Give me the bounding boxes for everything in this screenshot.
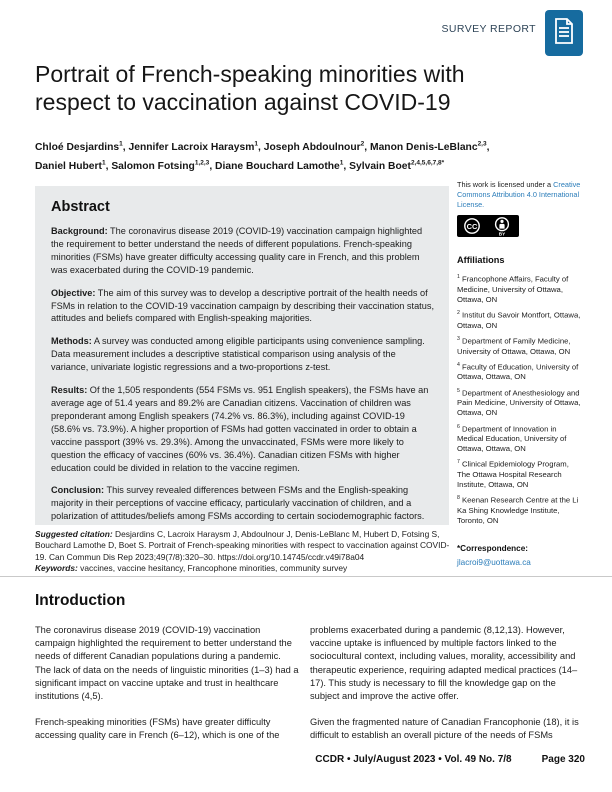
affiliation-item: $^2$ Institut du Savoir Montfort, Ottawa, Ottawa, ON [457,310,581,330]
intro-paragraph: The coronavirus disease 2019 (COVID-19) vaccination campaign highlighted the requirement to better understand the needs of different Canadian populations during a pandemic. The lack of data on the needs of linguistic minorities (1–3) had a significant impact on vaccine uptake and trust in healthcare institutions (4,5). [35,625,299,702]
affiliation-item: $^7$ Clinical Epidemiology Program, The Ottawa Hospital Research Institute, Ottawa, ON [457,459,569,489]
sidebar [457,180,583,567]
page-title [35,60,555,116]
correspondence-block [457,538,583,567]
page-title-line1: Portrait of French-speaking minorities with [35,61,465,87]
cc-by-badge[interactable] [457,215,519,242]
author: Jennifer Lacroix Haraysm$^1$, [128,141,264,154]
abstract-heading: Abstract [51,199,110,215]
author: Joseph Abdoulnour$^2$, [263,141,370,154]
document-icon [554,18,574,49]
suggested-citation: Suggested citation: Desjardins C, Lacroix Haraysm J, Abdoulnour J, Denis-LeBlanc M, Hubert D, Fotsing S, Bouchard Lamothe D, Boet S. Portrait of French-speaking minorities with respect to vaccination against COVID-19. Can Commun Dis Rep 2023;49(7/8):320–30. https://doi.org/10.14745/ccdr.v49i78a04 [35,529,450,562]
intro-paragraph: French-speaking minorities (FSMs) have greater difficulty accessing quality care in French (6–12), which is one of the [35,717,280,741]
affiliations-heading: Affiliations [457,255,505,266]
author-line-1 [35,137,580,155]
citation-block [35,529,459,574]
cc-icon: CC [466,222,478,232]
page-title-line2: respect to vaccination against COVID-19 [35,89,451,115]
by-person-icon [500,220,503,223]
affiliation-item: $^5$ Department of Anesthesiology and Pain Medicine, University of Ottawa, Ottawa, ON [457,387,581,418]
section-divider [0,576,612,577]
license-statement: This work is licensed under a Creative Commons Attribution 4.0 International License. [457,180,581,209]
correspondence-label: *Correspondence: [457,544,528,554]
intro-column-right [310,624,580,756]
abstract-methods: Methods: A survey was conducted among eligible participants using convenience sampling. Data measurement includes a descriptive statistical comparison using analysis of the variance, univariate logistic regressions and a two-proportions z-test. [51,336,425,373]
abstract-objective: Objective: The aim of this survey was to develop a descriptive portrait of the health needs of FSMs in relation to the COVID-19 vaccination campaign by describing their vaccination status, attitudes and beliefs compared with English-speaking majorities. [51,287,434,324]
affiliation-item: $^4$ Faculty of Education, University of Ottawa, Ottawa, ON [457,361,579,382]
abstract-results: Results: Of the 1,505 respondents (554 FSMs vs. 951 English speakers), the FSMs have an average age of 51.4 years and 89.2% are Canadian citizens. Vaccination of children was preponderant among English speakers (74.2% vs. 86.3%), including against COVID-19 (58.6% vs. 73.9%). A higher proportion of FSMs had gotten vaccinated in order to obtain a vaccine passport (39% vs. 29.3%). Among the unvaccinated, FSMs were more likely to question the efficacy of vaccines (60% vs. 36.4%). Canadian citizen FSMs with higher education could be divided in relation to the vaccine regimen. [51,385,429,473]
by-icon: BY [498,231,506,237]
author: Daniel Hubert$^1$, [35,159,112,172]
introduction-heading: Introduction [35,592,126,609]
affiliation-item: $^8$ Keenan Research Centre at the Li Ka Shing Knowledge Institute, Toronto, ON [457,495,579,525]
author: Sylvain Boet$^{2,4,5,6,7,8*}$ [349,159,445,172]
report-type-label: SURVEY REPORT [441,23,536,35]
affiliation-item: $^3$ Department of Family Medicine, University of Ottawa, Ottawa, ON [457,336,571,356]
intro-column-left [35,624,299,756]
abstract-background: Background: The coronavirus disease 2019 (COVID-19) vaccination campaign highlighted the requirement to better understand the needs of different populations. French-speaking minorities (FSMs) have greater difficulty accessing quality care in French, and this problem was exacerbated during the COVID-19 pandemic. [51,226,423,275]
abstract-box [35,186,449,525]
license-link[interactable]: Creative Commons Attribution 4.0 International License. [457,180,581,209]
author: Salomon Fotsing$^{1,2,3}$, [111,159,216,172]
correspondence-email-link[interactable]: jlacroi9@uottawa.ca [457,558,531,568]
affiliation-item: $^6$ Department of Innovation in Medical Education, University of Ottawa, Ottawa, ON [457,423,567,453]
intro-paragraph: problems exacerbated during a pandemic (8,12,13). However, vaccine uptake is influenced by multiple factors linked to the sociocultural context, including values, morality, accessibility and therapeutic experience, requiring adapted medical practices (14–17). This study is necessary to fill the knowledge gap on the subject and improve the active offer. [310,625,578,702]
author: Diane Bouchard Lamothe$^1$, [215,159,350,172]
journal-issue-label: CCDR • July/August 2023 • Vol. 49 No. 7/8 [315,754,512,765]
author: Chloé Desjardins$^1$, [35,141,129,154]
abstract-conclusion: Conclusion: This survey revealed differences between FSMs and the English-speaking majority in their perceptions of vaccine efficacy, particularly vaccination of children, and a polarization of attitudes/beliefs among FSMs according to certain sociodemographic factors. [51,485,425,522]
intro-paragraph: Given the fragmented nature of Canadian Francophonie (18), it is difficult to establish an overall picture of the needs of FSMs [310,717,579,741]
page-footer [35,754,585,765]
author-line-2 [35,155,580,173]
author: Manon Denis-LeBlanc$^{2,3}$, [370,141,490,154]
report-icon-badge [545,10,583,56]
page-number: Page 320 [541,754,585,765]
affiliation-item: $^1$ Francophone Affairs, Faculty of Medicine, University of Ottawa, Ottawa, ON [457,274,569,304]
author-list [35,137,580,174]
keywords: Keywords: vaccines, vaccine hesitancy, Francophone minorities, community survey [35,562,348,573]
